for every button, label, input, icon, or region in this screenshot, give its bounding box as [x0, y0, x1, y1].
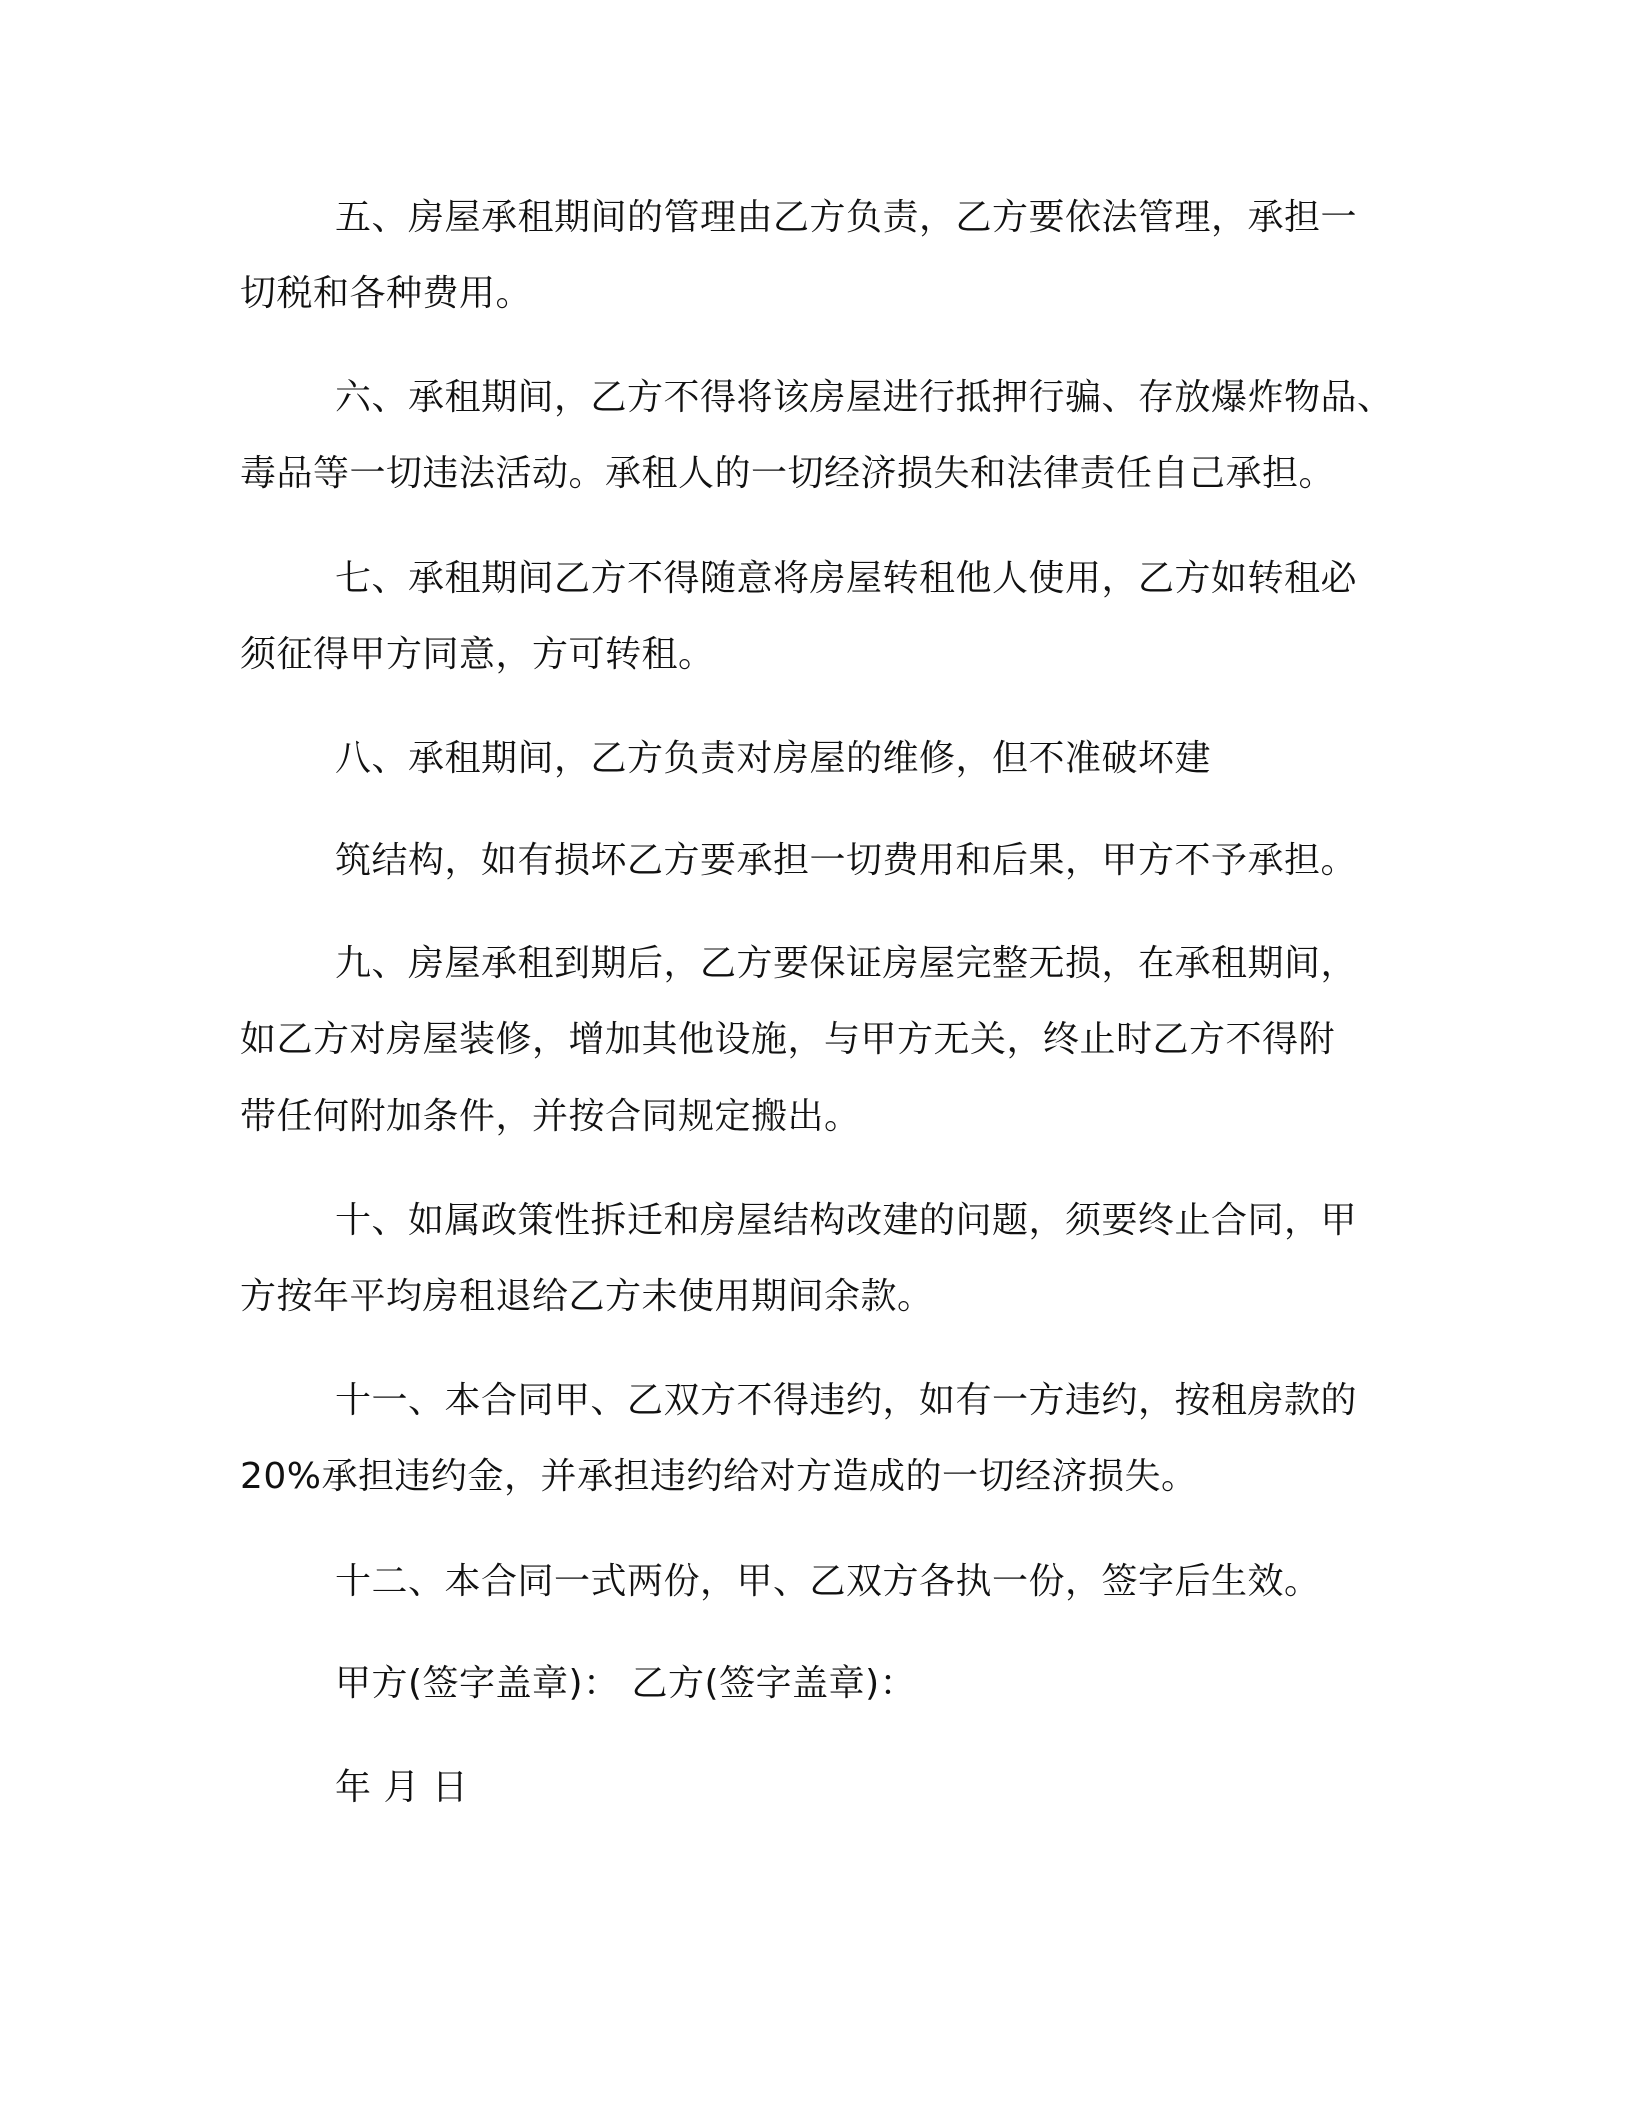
clause-6-line-2: 毒品等一切违法活动。承租人的一切经济损失和法律责任自己承担。 [240, 453, 1336, 494]
clause-9-line-1: 九、房屋承租到期后，乙方要保证房屋完整无损，在承租期间， [335, 943, 1358, 984]
clause-12-line-1: 十二、本合同一式两份，甲、乙双方各执一份，签字后生效。 [335, 1561, 1321, 1602]
clause-9-line-3: 带任何附加条件，并按合同规定搬出。 [240, 1096, 861, 1137]
clause-6-line-1: 六、承租期间，乙方不得将该房屋进行抵押行骗、存放爆炸物品、 [335, 377, 1394, 418]
clause-8-line-1: 八、承租期间，乙方负责对房屋的维修，但不准破坏建 [335, 738, 1212, 779]
clause-10-line-1: 十、如属政策性拆迁和房屋结构改建的问题，须要终止合同，甲 [335, 1200, 1358, 1241]
clause-9-line-2: 如乙方对房屋装修，增加其他设施，与甲方无关，终止时乙方不得附 [240, 1019, 1336, 1060]
clause-11-line-2: 20%承担违约金，并承担违约给对方造成的一切经济损失。 [240, 1456, 1198, 1497]
clause-8-line-2: 筑结构，如有损坏乙方要承担一切费用和后果，甲方不予承担。 [335, 840, 1358, 881]
clause-7-line-1: 七、承租期间乙方不得随意将房屋转租他人使用，乙方如转租必 [335, 558, 1358, 599]
clause-7-line-2: 须征得甲方同意，方可转租。 [240, 634, 715, 675]
clause-5-line-2: 切税和各种费用。 [240, 273, 533, 314]
clause-11-line-1: 十一、本合同甲、乙双方不得违约，如有一方违约，按租房款的 [335, 1380, 1358, 1421]
date-line: 年 月 日 [335, 1767, 469, 1808]
clause-5-line-1: 五、房屋承租期间的管理由乙方负责，乙方要依法管理，承担一 [335, 197, 1358, 238]
signature-line: 甲方(签字盖章)： 乙方(签字盖章)： [335, 1663, 917, 1704]
clause-10-line-2: 方按年平均房租退给乙方未使用期间余款。 [240, 1276, 934, 1317]
